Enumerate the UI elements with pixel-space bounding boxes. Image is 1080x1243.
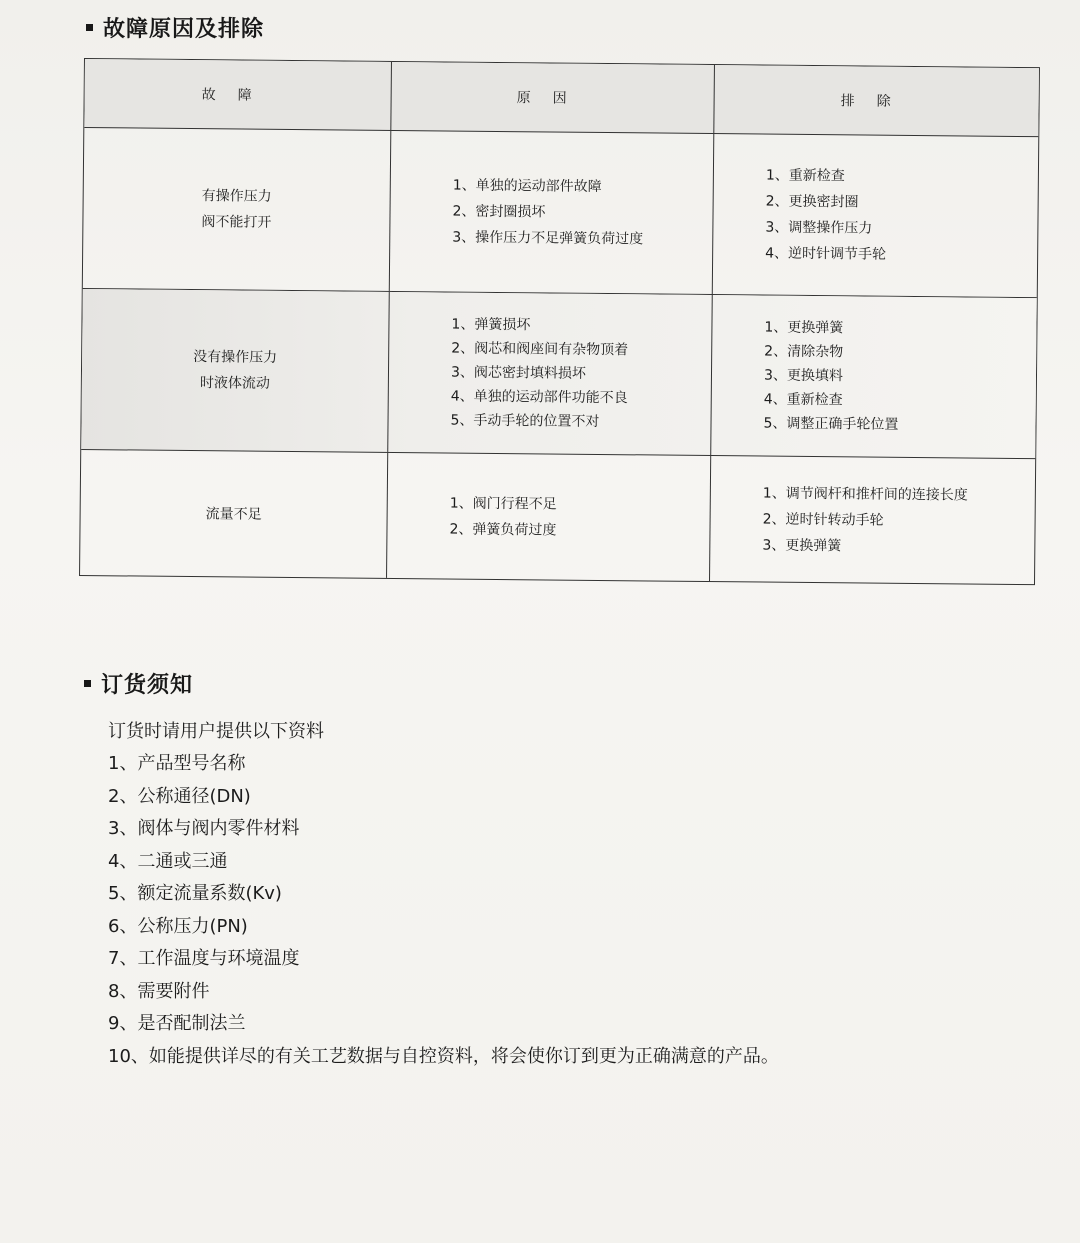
- remedy-item: 1、更换弹簧: [764, 319, 844, 337]
- remedy-cell: [711, 295, 1037, 458]
- list-item: 8、需要附件: [108, 980, 210, 1002]
- remedy-item: 2、逆时针转动手轮: [762, 511, 884, 529]
- remedy-item: 2、更换密封圈: [765, 193, 859, 211]
- header-cause: 原因: [391, 62, 715, 133]
- list-item: 7、工作温度与环境温度: [108, 948, 300, 969]
- list-item: 4、二通或三通: [108, 850, 228, 872]
- fault-text: 流量不足: [205, 505, 262, 523]
- square-bullet-icon: [86, 24, 93, 31]
- cause-cell: [387, 453, 711, 581]
- list-item: 10、如能提供详尽的有关工艺数据与自控资料，将会使你订到更为正确满意的产品。: [108, 1045, 779, 1067]
- list-item: 3、阀体与阀内零件材料: [108, 818, 300, 839]
- cause-item: 1、单独的运动部件故障: [452, 177, 602, 195]
- remedy-item: 3、更换弹簧: [762, 537, 842, 554]
- fault-cell: [81, 289, 390, 452]
- fault-text: 有操作压力: [201, 188, 272, 205]
- ordering-intro: 订货时请用户提供以下资料: [108, 721, 324, 742]
- fault-cell: [80, 450, 388, 578]
- cause-item: 3、阀芯密封填料损坏: [450, 364, 586, 382]
- table-row: [80, 450, 1035, 584]
- troubleshooting-table: [79, 58, 1040, 585]
- list-item: 6、公称压力(PN): [108, 915, 248, 937]
- cause-item: 4、单独的运动部件功能不良: [450, 388, 628, 407]
- remedy-item: 1、重新检查: [765, 167, 845, 185]
- table-header-row: [84, 59, 1039, 137]
- cause-item: 2、阀芯和阀座间有杂物顶着: [451, 340, 629, 359]
- fault-cell: [83, 128, 392, 291]
- list-item: 5、额定流量系数(Kv): [108, 883, 282, 904]
- cause-cell: [390, 131, 715, 294]
- section-title: 故障原因及排除: [103, 16, 265, 42]
- cause-item: 2、密封圈损坏: [452, 203, 546, 221]
- table-row: [83, 128, 1039, 298]
- cause-item: 5、手动手轮的位置不对: [450, 412, 600, 430]
- remedy-item: 2、清除杂物: [764, 343, 844, 361]
- remedy-cell: [713, 134, 1039, 297]
- square-bullet-icon: [84, 680, 91, 687]
- cause-cell: [388, 292, 713, 455]
- remedy-cell: [710, 456, 1035, 584]
- section-heading-ordering: [84, 668, 193, 699]
- cause-item: 1、阀门行程不足: [449, 495, 557, 513]
- fault-text: 阀不能打开: [201, 214, 272, 231]
- ordering-notes: [108, 716, 779, 1073]
- list-item: 1、产品型号名称: [108, 753, 246, 774]
- header-remedy: 排除: [840, 93, 913, 110]
- cause-item: 3、操作压力不足弹簧负荷过度: [452, 229, 644, 248]
- remedy-item: 3、更换填料: [763, 367, 843, 385]
- remedy-item: 1、调节阀杆和推杆间的连接长度: [762, 485, 968, 504]
- remedy-item: 4、重新检查: [763, 391, 843, 409]
- header-fault: 故障: [84, 59, 392, 130]
- list-item: 9、是否配制法兰: [108, 1013, 246, 1034]
- section-heading-troubleshooting: [86, 12, 264, 43]
- remedy-item: 4、逆时针调节手轮: [765, 245, 887, 263]
- remedy-item: 5、调整正确手轮位置: [763, 415, 899, 433]
- fault-text: 没有操作压力: [193, 349, 278, 366]
- cause-item: 2、弹簧负荷过度: [449, 521, 557, 539]
- section-title: 订货须知: [101, 672, 194, 698]
- cause-item: 1、弹簧损坏: [451, 316, 531, 334]
- list-item: 2、公称通径(DN): [108, 785, 251, 807]
- table-row: [81, 289, 1037, 459]
- fault-text: 时液体流动: [199, 375, 270, 392]
- remedy-item: 3、调整操作压力: [765, 219, 873, 237]
